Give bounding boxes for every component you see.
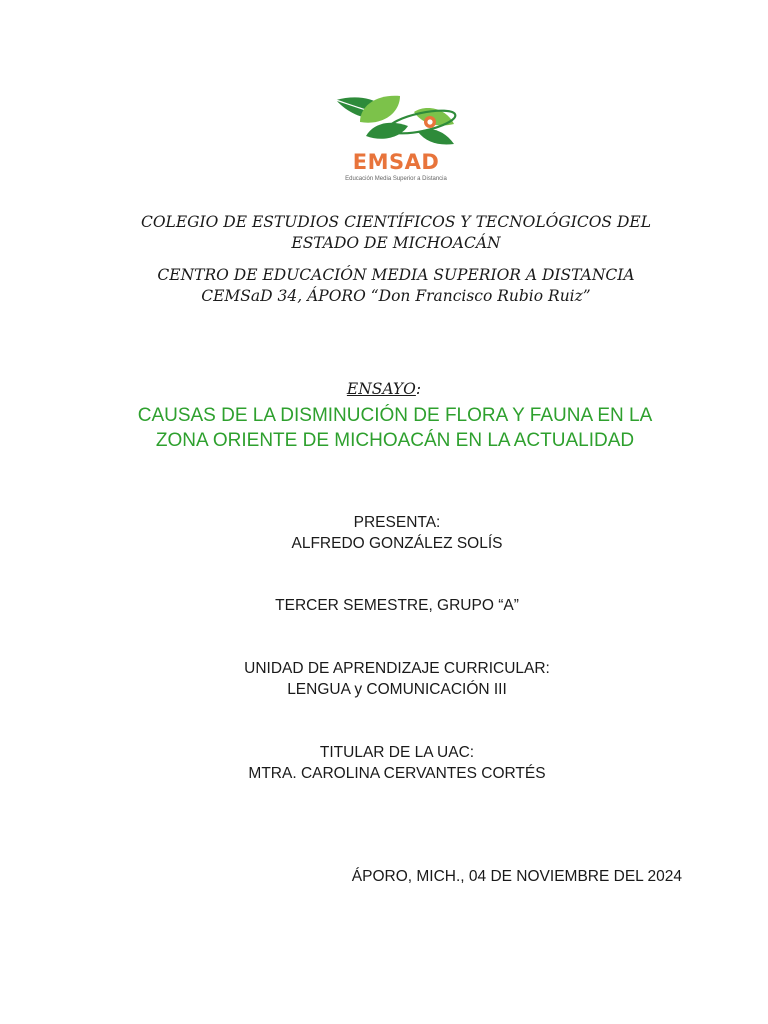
emsad-logo [330,92,462,188]
course-name: LENGUA y COMUNICACIÓN III [287,681,507,698]
logo-wordmark: EMSAD [352,150,440,174]
presenter-section [0,512,768,554]
semester-section [0,595,768,616]
teacher-name: MTRA. CAROLINA CERVANTES CORTÉS [248,765,546,782]
essay-label [0,380,768,398]
essay-label-text: ENSAYO [346,380,416,398]
campus-line-1: CENTRO DE EDUCACIÓN MEDIA SUPERIOR A DISTANCIA [157,266,635,284]
essay-title [100,403,690,453]
course-section [0,658,768,700]
essay-title-line-2: ZONA ORIENTE DE MICHOACÁN EN LA ACTUALIDAD [155,430,635,451]
teacher-section [0,742,768,784]
presenter-label: PRESENTA: [353,514,441,531]
semester-text: TERCER SEMESTRE, GRUPO “A” [275,597,519,614]
teacher-label: TITULAR DE LA UAC: [319,744,475,761]
course-label: UNIDAD DE APRENDIZAJE CURRICULAR: [244,660,550,677]
presenter-name: ALFREDO GONZÁLEZ SOLÍS [291,535,503,552]
logo-subtitle: Educación Media Superior a Distancia [345,176,447,182]
campus-name [120,265,672,307]
leaf-atom-icon [330,92,462,154]
essay-title-line-1: CAUSAS DE LA DISMINUCIÓN DE FLORA Y FAUNA EN LA [137,405,653,426]
place-date: ÁPORO, MICH., 04 DE NOVIEMBRE DEL 2024 [351,868,682,885]
institution-line-2: ESTADO DE MICHOACÁN [291,234,501,252]
institution-name [120,212,672,254]
institution-line-1: COLEGIO DE ESTUDIOS CIENTÍFICOS Y TECNOLÓGICOS DEL [140,213,652,231]
campus-line-2: CEMSaD 34, ÁPORO “Don Francisco Rubio Ruiz” [201,287,591,305]
essay-label-colon: : [415,380,422,398]
